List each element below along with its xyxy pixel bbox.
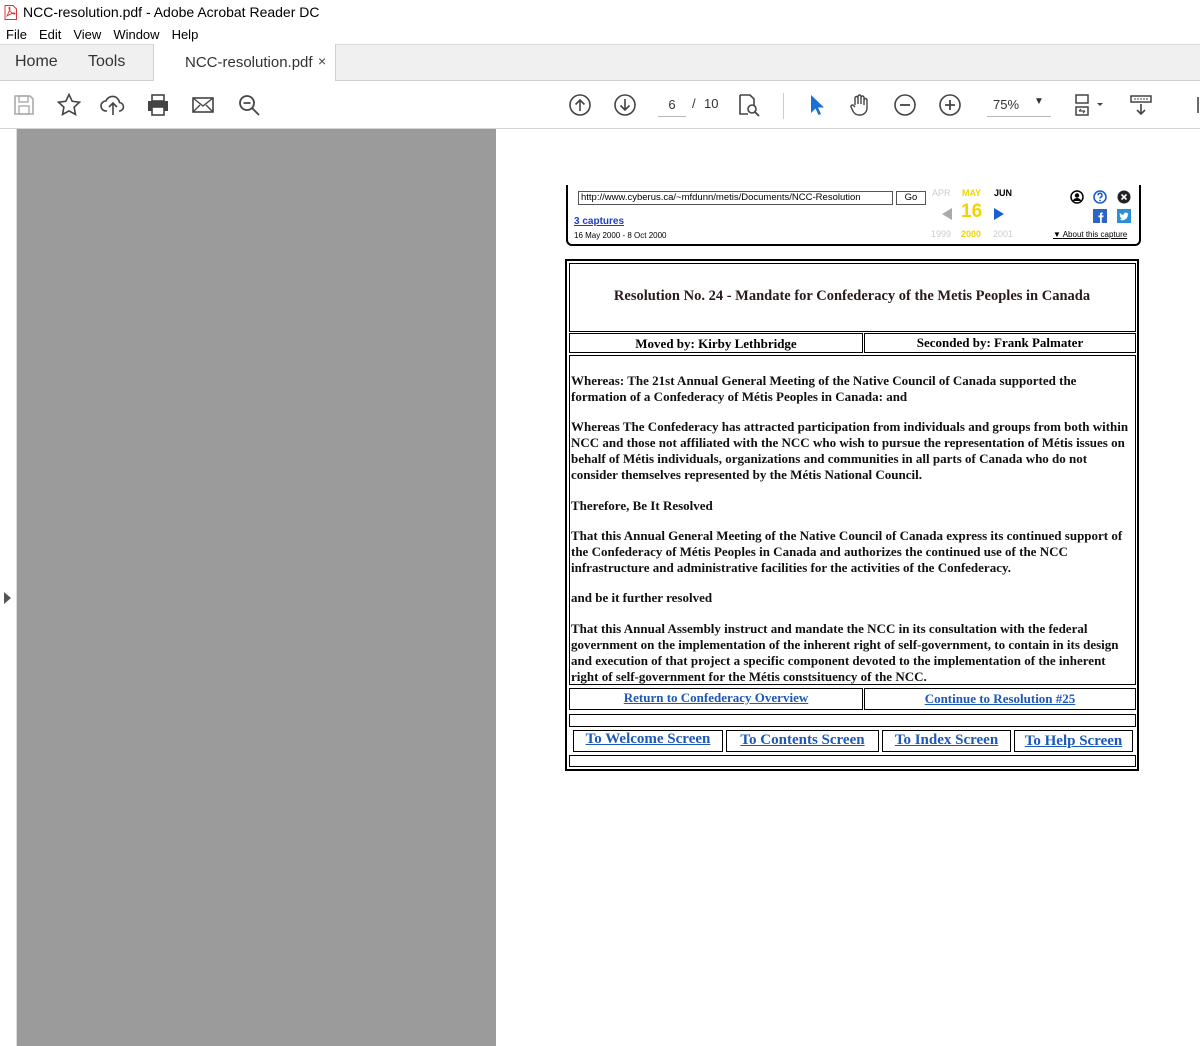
seconded-by-label: Seconded by: Frank Palmater	[916, 335, 1084, 350]
return-to-overview-link[interactable]: Return to Confederacy Overview	[623, 690, 809, 705]
twitter-icon	[1117, 209, 1131, 223]
wayback-date-range: 16 May 2000 - 8 Oct 2000	[574, 231, 667, 240]
bottom-spacer-cell	[569, 755, 1136, 767]
resolved-paragraph-2: That this Annual Assembly instruct and mandate the NCC in its consultation with the federal government on the implementation of the inherent right of self-government, to contain in its design and execution of that project a specific component devoted to the implementation of the inherent right of self-government for the Métis constsituency of the NCC.	[571, 621, 1119, 684]
wayback-captures-link: 3 captures	[574, 216, 625, 227]
page-thumbnail-search-icon[interactable]	[736, 92, 762, 118]
resolved-paragraph-1: That this Annual General Meeting of the Native Council of Canada express its continued support of the Confederacy of Métis Peoples in Canada and authorizes the continued use of the NCC infrastructure and administrative facilities for the activities of the Confederacy.	[571, 528, 1123, 575]
select-cursor-icon[interactable]	[803, 92, 829, 118]
tab-document[interactable]	[153, 44, 336, 82]
next-page-icon[interactable]	[612, 92, 638, 118]
wayback-go-button: Go	[896, 191, 926, 205]
wayback-next-arrow-icon	[993, 207, 1005, 221]
zoom-level-select[interactable]	[987, 93, 1051, 117]
close-tab-icon[interactable]: ×	[318, 53, 327, 69]
menu-bar	[0, 24, 1200, 44]
wayback-month-current: MAY	[962, 188, 982, 198]
title-bar	[0, 0, 1200, 24]
wayback-year-current: 2000	[961, 229, 982, 239]
page-total: 10	[704, 96, 719, 111]
wayback-year-prev: 1999	[931, 229, 952, 239]
help-icon	[1093, 190, 1107, 204]
tab-home[interactable]: Home	[15, 53, 58, 70]
upload-cloud-icon[interactable]	[100, 92, 126, 118]
therefore-paragraph: Therefore, Be It Resolved	[571, 498, 713, 513]
zoom-out-icon[interactable]	[892, 92, 918, 118]
close-icon	[1117, 190, 1131, 204]
previous-page-icon[interactable]	[567, 92, 593, 118]
menu-view[interactable]: View	[73, 26, 102, 42]
toolbar-divider	[783, 93, 784, 119]
page-fit-icon[interactable]	[1072, 92, 1106, 118]
contents-screen-link[interactable]: To Contents Screen	[740, 732, 865, 748]
continue-to-resolution-link[interactable]: Continue to Resolution #25	[924, 691, 1076, 706]
wayback-about-text: About this capture	[1062, 230, 1128, 239]
wayback-about-link: ▼ About this capture	[1053, 230, 1128, 239]
index-screen-link[interactable]: To Index Screen	[894, 732, 999, 748]
tab-bar	[0, 44, 1200, 81]
save-icon[interactable]	[11, 92, 37, 118]
toolbar	[0, 81, 1200, 129]
more-tools-icon[interactable]	[1190, 92, 1200, 118]
page-number-input[interactable]	[658, 93, 686, 117]
whereas-paragraph-1: Whereas: The 21st Annual General Meeting of the Native Council of Canada supported the formation of a Confederacy of Métis Peoples in Canada: and	[571, 373, 1077, 404]
zoom-level-value: 75%	[993, 97, 1020, 112]
document-background	[17, 129, 496, 1046]
wayback-month-next: JUN	[994, 188, 1013, 198]
further-resolved-paragraph: and be it further resolved	[571, 590, 713, 605]
resolution-title: Resolution No. 24 - Mandate for Confederacy of the Metis Peoples in Canada	[613, 288, 1091, 304]
help-screen-link[interactable]: To Help Screen	[1024, 733, 1123, 749]
navigation-pane-toggle[interactable]	[0, 129, 17, 1046]
menu-file[interactable]: File	[6, 26, 27, 42]
spacer-cell	[569, 714, 1136, 727]
hand-tool-icon[interactable]	[847, 92, 873, 118]
email-icon[interactable]	[190, 92, 216, 118]
bookmark-star-icon[interactable]	[56, 92, 82, 118]
chevron-down-icon: ▼	[1034, 96, 1044, 107]
whereas-paragraph-2: Whereas The Confederacy has attracted participation from individuals and groups from both within NCC and those not affiliated with the NCC who wish to pursue the representation of Métis issues on behalf of Métis individuals, organizations and communities in all parts of Canada who do not consider themselves represented by the Métis National Council.	[571, 419, 1129, 482]
pdf-file-icon	[4, 5, 17, 20]
window-title: NCC-resolution.pdf - Adobe Acrobat Reader DC	[23, 4, 320, 20]
moved-by-label: Moved by: Kirby Lethbridge	[635, 336, 797, 351]
tab-tools[interactable]: Tools	[88, 53, 126, 70]
wayback-toolbar	[566, 185, 1141, 246]
wayback-year-next: 2001	[993, 229, 1014, 239]
menu-help[interactable]: Help	[171, 26, 199, 42]
expand-pane-icon[interactable]	[4, 592, 11, 604]
wayback-prev-arrow-icon	[941, 207, 953, 221]
wayback-month-prev: APR	[932, 188, 951, 198]
facebook-icon	[1093, 209, 1107, 223]
zoom-in-icon[interactable]	[937, 92, 963, 118]
print-icon[interactable]	[145, 92, 171, 118]
scroll-mode-icon[interactable]	[1128, 92, 1154, 118]
wayback-url-field: http://www.cyberus.ca/~mfdunn/metis/Documents/NCC-Resolution	[578, 191, 893, 205]
wayback-capture-day: 16	[961, 201, 983, 222]
welcome-screen-link[interactable]: To Welcome Screen	[585, 731, 711, 747]
page-separator: /	[692, 96, 696, 111]
menu-edit[interactable]: Edit	[38, 26, 62, 42]
user-icon	[1070, 190, 1084, 204]
search-icon[interactable]	[236, 92, 262, 118]
tab-document-label: NCC-resolution.pdf	[185, 54, 313, 71]
menu-window[interactable]: Window	[113, 26, 160, 42]
